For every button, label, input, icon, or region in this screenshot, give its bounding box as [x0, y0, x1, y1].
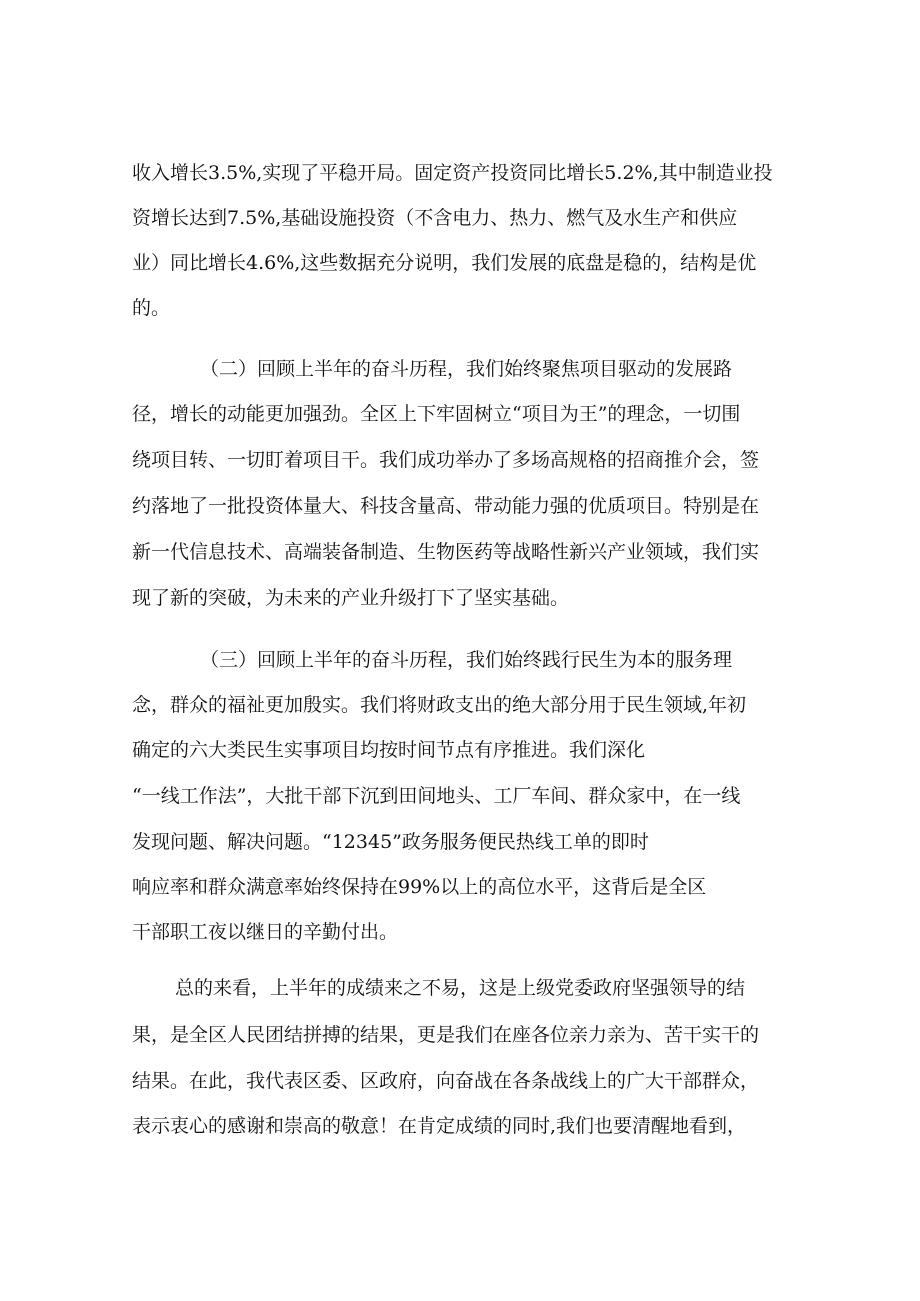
- text-line: （三）回顾上半年的奋斗历程，我们始终践行民生为本的服务理: [200, 649, 733, 671]
- text-line: 发现问题、解决问题。“12345”政务服务便民热线工单的即时: [132, 831, 649, 853]
- text-line: 表示衷心的感谢和崇高的敬意！在肯定成绩的同时,我们也要清醒地看到，: [132, 1115, 747, 1137]
- text-line: 念，群众的福祉更加殷实。我们将财政支出的绝大部分用于民生领域,年初: [132, 694, 747, 716]
- text-line: 结果。在此，我代表区委、区政府，向奋战在各条战线上的广大干部群众，: [132, 1070, 760, 1092]
- text-line: 响应率和群众满意率始终保持在99%以上的高位水平，这背后是全区: [132, 876, 707, 898]
- text-line: “一线工作法”，大批干部下沉到田间地头、工厂车间、群众家中，在一线: [132, 785, 741, 807]
- text-line: 的。: [132, 297, 171, 319]
- text-line: 现了新的突破，为未来的产业升级打下了坚实基础。: [132, 587, 570, 609]
- text-line: 径，增长的动能更加强劲。全区上下牢固树立“项目为王”的理念，一切围: [132, 403, 741, 425]
- text-line: 收入增长3.5%,实现了平稳开局。固定资产投资同比增长5.2%,其中制造业投: [132, 162, 773, 184]
- text-line: 业）同比增长4.6%,这些数据充分说明，我们发展的底盘是稳的，结构是优: [132, 252, 757, 274]
- text-line: 确定的六大类民生实事项目均按时间节点有序推进。我们深化: [132, 739, 646, 761]
- text-line: 约落地了一批投资体量大、科技含量高、带动能力强的优质项目。特别是在: [132, 495, 760, 517]
- text-line: （二）回顾上半年的奋斗历程，我们始终聚焦项目驱动的发展路: [200, 358, 733, 380]
- text-line: 新一代信息技术、高端装备制造、生物医药等战略性新兴产业领域，我们实: [132, 541, 760, 563]
- text-line: 绕项目转、一切盯着项目干。我们成功举办了多场高规格的招商推介会，签: [132, 449, 760, 471]
- text-line: 总的来看，上半年的成绩来之不易，这是上级党委政府坚强领导的结: [175, 977, 746, 999]
- text-line: 资增长达到7.5%,基础设施投资（不含电力、热力、燃气及水生产和供应: [132, 207, 738, 229]
- text-line: 果，是全区人民团结拼搏的结果，更是我们在座各位亲力亲为、苦干实干的: [132, 1024, 760, 1046]
- text-line: 干部职工夜以继日的辛勤付出。: [132, 921, 399, 943]
